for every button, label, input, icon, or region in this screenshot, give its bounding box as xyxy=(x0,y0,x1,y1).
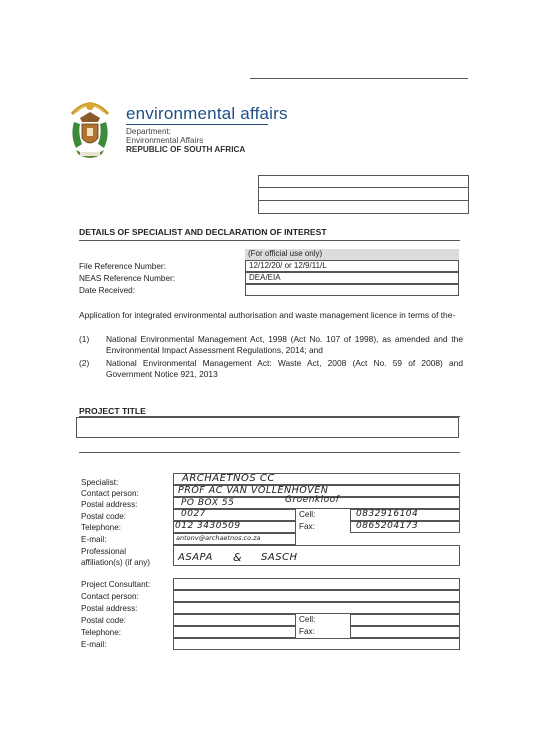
fax-label: Fax: xyxy=(299,522,315,531)
cell-value: 0832916104 xyxy=(356,509,419,519)
dept-name: Environmental Affairs xyxy=(126,136,204,145)
list-item-number: (2) xyxy=(79,358,90,368)
consultant-postal-address-label: Postal address: xyxy=(81,604,138,613)
project-title-field[interactable] xyxy=(76,417,459,438)
consultant-contact-field[interactable] xyxy=(173,590,460,602)
telephone-label: Telephone: xyxy=(81,523,122,532)
affiliation-label: affiliation(s) (if any) xyxy=(81,558,151,567)
consultant-postal-code-label: Postal code: xyxy=(81,616,127,625)
consultant-cell-label: Cell: xyxy=(299,615,316,624)
list-item-text: National Environmental Management Act: Waste Act, 2008 (Act No. 59 of 2008) and Government Notice 921, 2013 xyxy=(106,358,463,379)
list-item-number: (1) xyxy=(79,334,90,344)
consultant-email-label: E-mail: xyxy=(81,640,107,649)
top-right-box-divider xyxy=(258,200,469,201)
affiliation-label: Professional xyxy=(81,547,127,556)
consultant-postal-code-field[interactable] xyxy=(173,614,296,626)
fax-value: 0865204173 xyxy=(356,521,419,531)
contact-person-value: PROF AC VAN VOLLENHOVEN xyxy=(178,485,329,496)
postal-address-value: PO BOX 55 xyxy=(181,498,235,508)
contact-person-label: Contact person: xyxy=(81,489,139,498)
postal-code-value: 0027 xyxy=(181,509,206,519)
list-item-text: National Environmental Management Act, 1998 (Act No. 107 of 1998), as amended and the Environmental Impact Assessment Regulations, 2014; and xyxy=(106,334,463,355)
consultant-telephone-label: Telephone: xyxy=(81,628,122,637)
date-received-label: Date Received: xyxy=(79,286,135,295)
coat-of-arms-emblem xyxy=(62,92,118,162)
specialist-value: ARCHAETNOS CC xyxy=(182,473,275,484)
project-consultant-label: Project Consultant: xyxy=(81,580,151,589)
affiliation-field[interactable] xyxy=(173,545,460,566)
official-use-header: (For official use only) xyxy=(245,249,459,260)
consultant-contact-label: Contact person: xyxy=(81,592,139,601)
dept-country: REPUBLIC OF SOUTH AFRICA xyxy=(126,145,246,154)
specialist-label: Specialist: xyxy=(81,478,119,487)
consultant-fax-field[interactable] xyxy=(350,626,460,638)
neas-ref-value: DEA/EIA xyxy=(245,272,459,284)
postal-code-label: Postal code: xyxy=(81,512,127,521)
consultant-email-field[interactable] xyxy=(173,638,460,650)
file-ref-label: File Reference Number: xyxy=(79,262,166,271)
top-right-box xyxy=(258,175,469,214)
application-intro: Application for integrated environmental authorisation and waste management licence in terms of the- xyxy=(79,310,456,320)
project-consultant-field[interactable] xyxy=(173,578,460,590)
title-underline xyxy=(79,240,460,241)
affiliation-value: ASAPA xyxy=(178,552,213,563)
brand-underline xyxy=(126,124,268,125)
dept-label: Department: xyxy=(126,127,172,136)
postal-address-value: Groenkloof xyxy=(285,495,340,505)
date-received-value xyxy=(245,284,459,296)
email-value: antonv@archaetnos.co.za xyxy=(176,534,261,542)
top-right-line xyxy=(250,78,468,79)
email-label: E-mail: xyxy=(81,535,107,544)
top-right-box-divider xyxy=(258,187,469,188)
brand-name: environmental affairs xyxy=(126,104,288,123)
file-ref-value: 12/12/20/ or 12/9/11/L xyxy=(245,260,459,272)
consultant-postal-address-field[interactable] xyxy=(173,602,460,614)
cell-label: Cell: xyxy=(299,510,316,519)
consultant-fax-label: Fax: xyxy=(299,627,315,636)
project-title-label: PROJECT TITLE xyxy=(79,406,146,416)
consultant-cell-field[interactable] xyxy=(350,614,460,626)
consultant-telephone-field[interactable] xyxy=(173,626,296,638)
page-title: DETAILS OF SPECIALIST AND DECLARATION OF INTEREST xyxy=(79,227,327,237)
affiliation-value: & xyxy=(233,551,243,564)
affiliation-value: SASCH xyxy=(261,552,298,563)
neas-ref-label: NEAS Reference Number: xyxy=(79,274,176,283)
section-divider xyxy=(79,452,460,453)
telephone-value: 012 3430509 xyxy=(175,521,241,531)
postal-address-label: Postal address: xyxy=(81,500,138,509)
